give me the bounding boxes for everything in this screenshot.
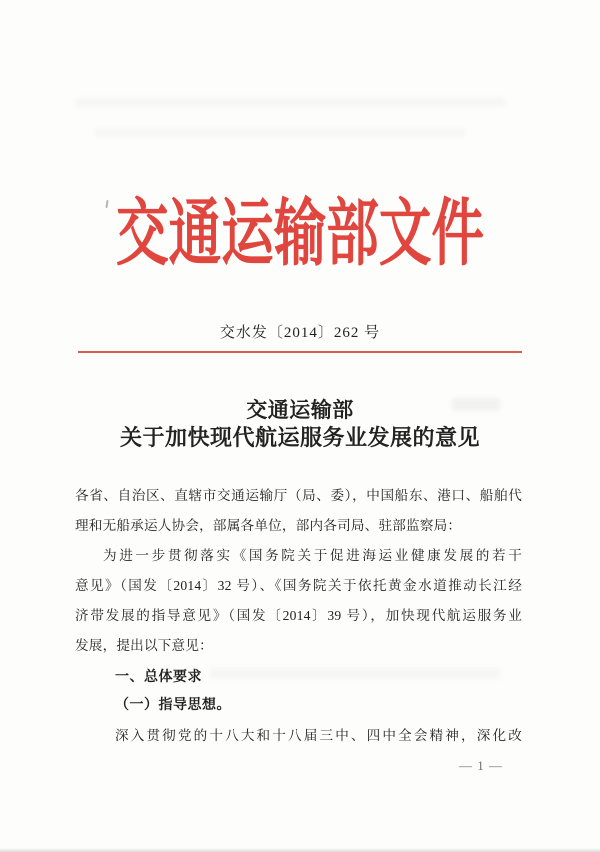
body-line: 发展，提出以下意见： [75, 638, 213, 653]
body-line: 深入贯彻党的十八大和十八届三中、四中全会精神，深化改 [115, 728, 522, 743]
red-divider-rule [78, 351, 522, 353]
scan-bleedthrough-smudge [95, 128, 465, 137]
body-line: 各省、自治区、直辖市交通运输厅（局、委），中国船东、港口、船舶代 [75, 488, 522, 503]
body-line: 意见》（国发〔2014〕32 号）、《国务院关于依托黄金水道推动长江经 [75, 578, 522, 593]
body-line: （一）指导思想。 [115, 698, 231, 713]
body-line: 为进一步贯彻落实《国务院关于促进海运业健康发展的若干 [103, 548, 522, 563]
doc-title-line2: 关于加快现代航运服务业发展的意见 [119, 425, 480, 450]
masthead-title: 交通运输部文件 [116, 193, 484, 274]
page-number: — 1 — [459, 758, 503, 773]
body-line: 济带发展的指导意见》（国发〔2014〕39 号），加快现代航运服务业 [75, 608, 522, 623]
doc-reference-number: 交水发〔2014〕262 号 [219, 325, 381, 341]
body-line: 一、总体要求 [115, 668, 202, 684]
body-text [75, 481, 522, 751]
scan-bleedthrough-smudge [75, 98, 505, 107]
body-line: 理和无船承运人协会，部属各单位，部内各司局、驻部监察局： [75, 518, 462, 533]
doc-title-line1: 交通运输部 [246, 398, 354, 422]
scan-bottom-edge [0, 848, 600, 852]
